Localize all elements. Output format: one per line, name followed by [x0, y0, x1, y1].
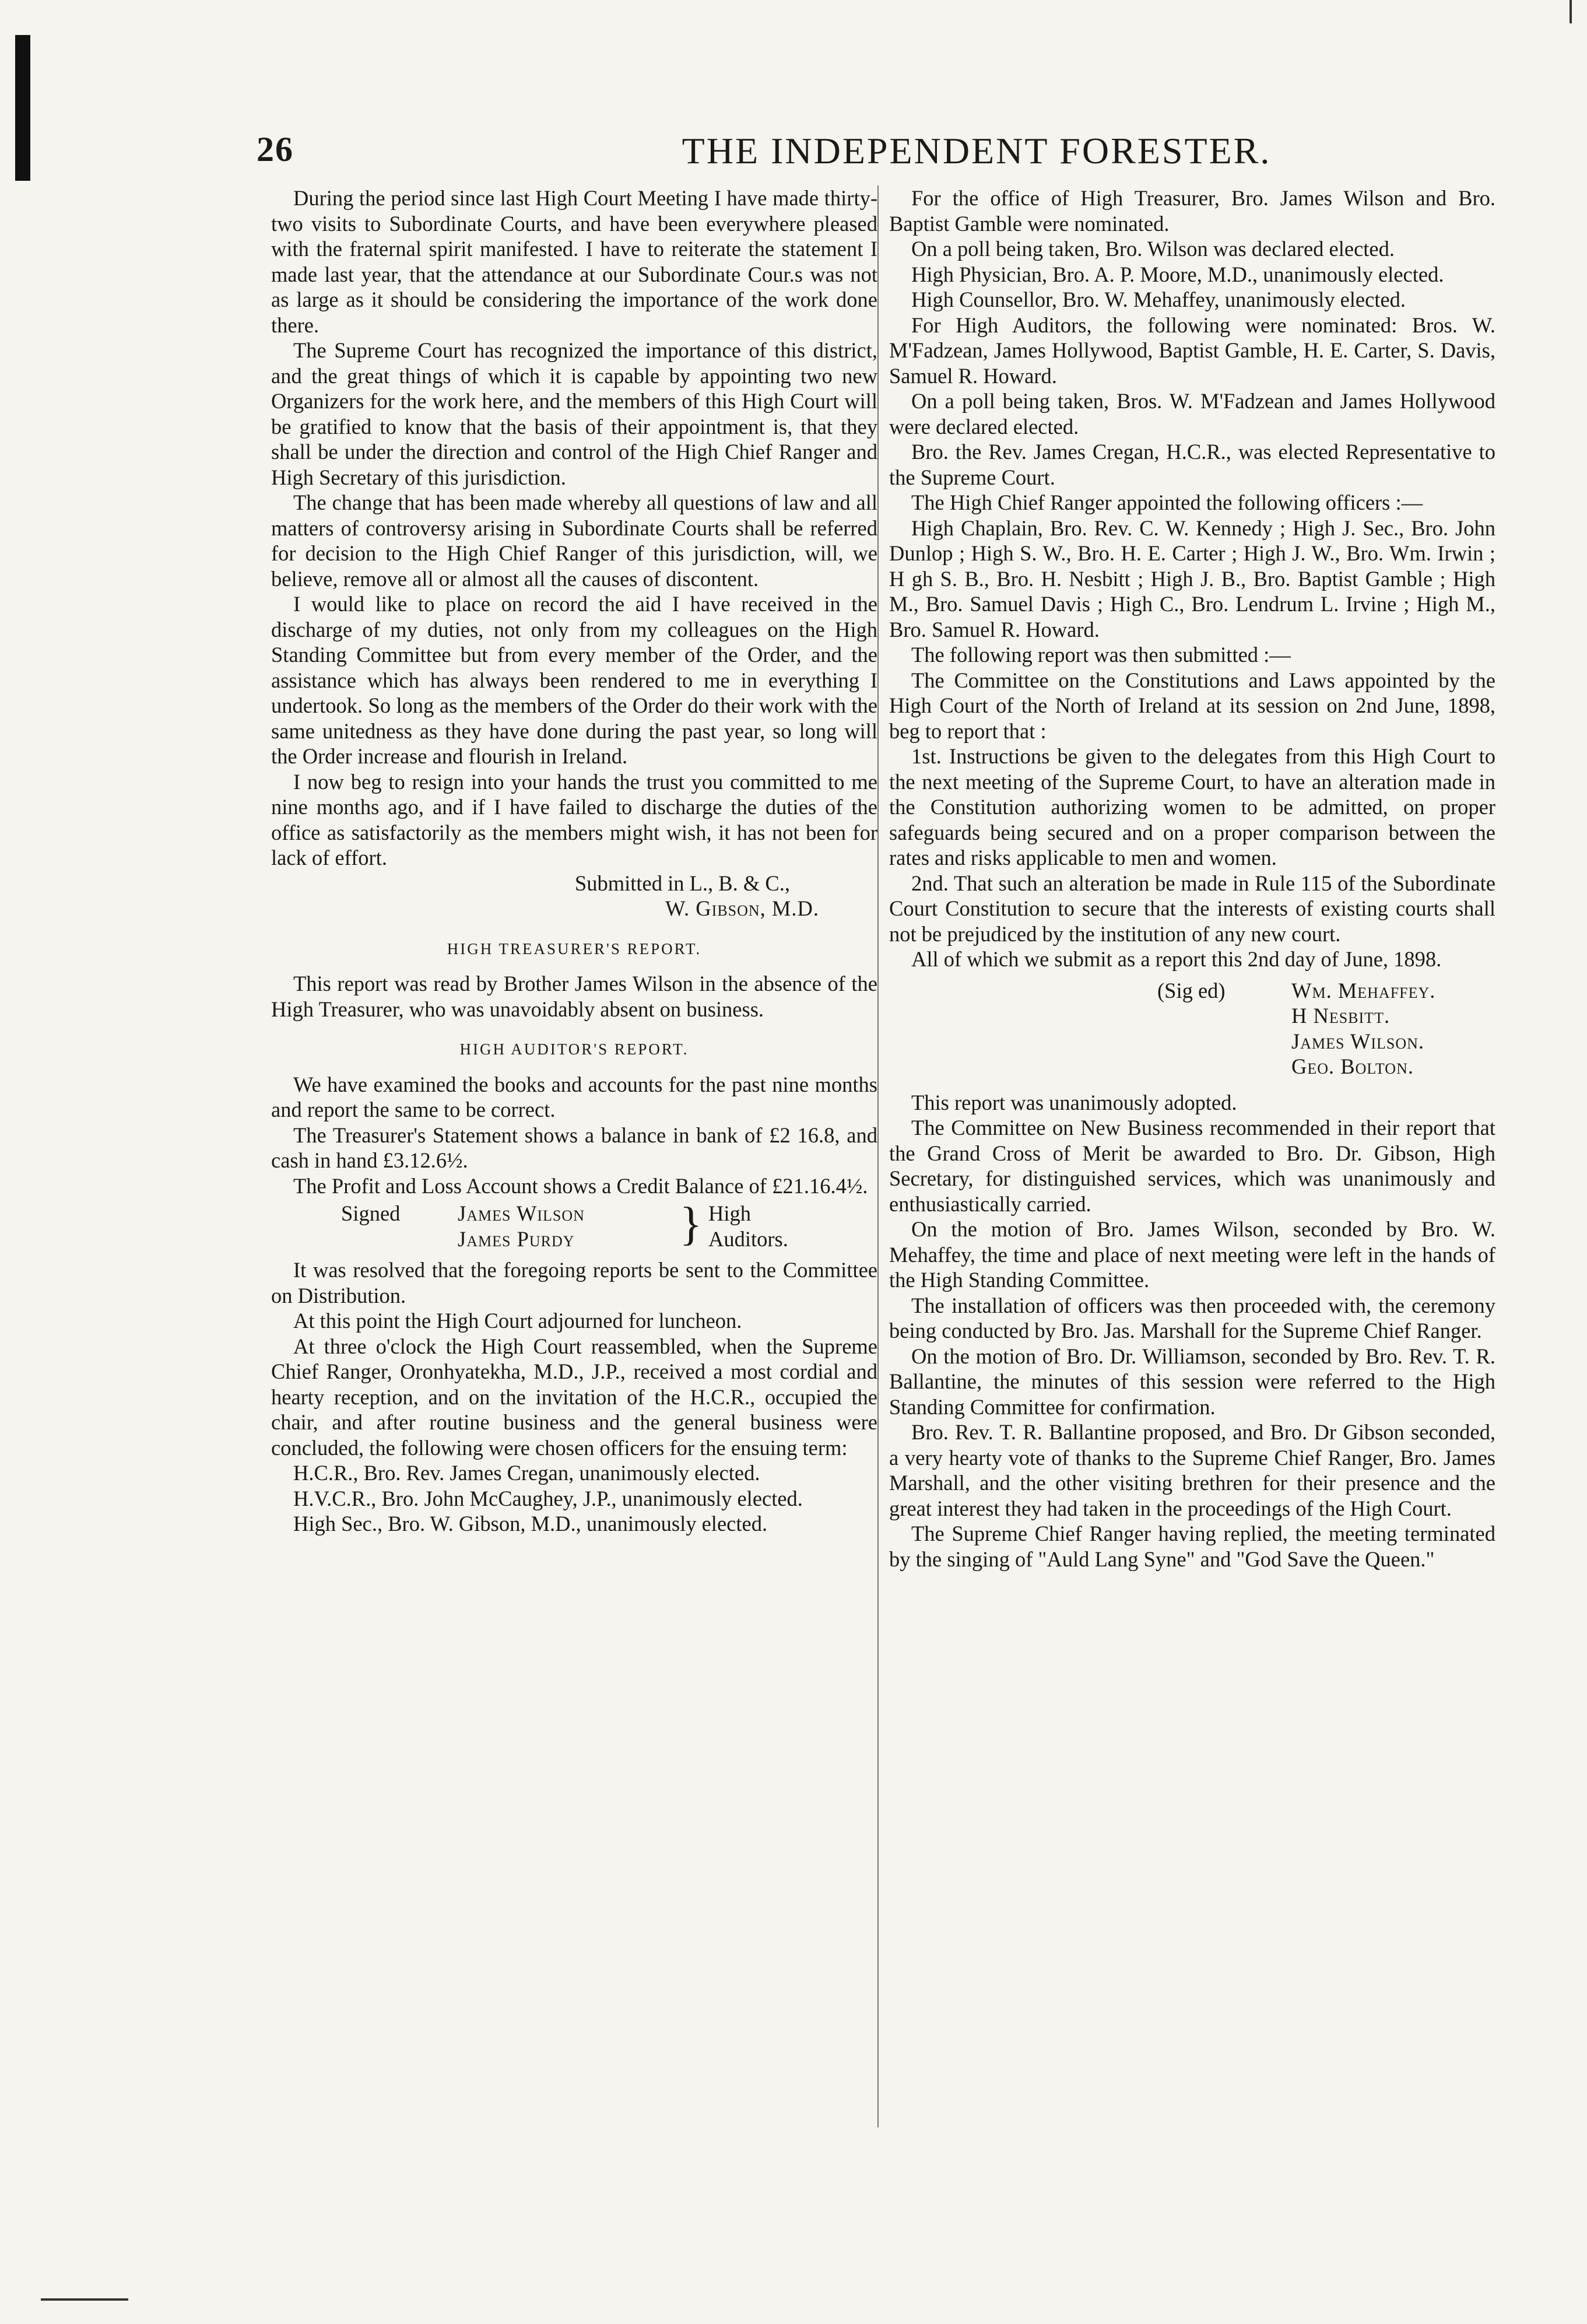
- paragraph: This report was unanimously adopted.: [911, 1090, 1237, 1114]
- paragraph: On the motion of Bro. James Wilson, seconded by Bro. W. Mehaffey, the time and place of next meeting were left in the hands of the High Standing Committee.: [889, 1217, 1495, 1292]
- committee-signature: Geo. Bolton.: [1291, 1054, 1414, 1078]
- paragraph: For High Auditors, the following were nominated: Bros. W. M'Fadzean, James Hollywood, Baptist Gamble, H. E. Carter, S. Davis, Samuel R. Howard.: [889, 313, 1495, 388]
- brace-glyph: }: [679, 1198, 703, 1250]
- paragraph: For the office of High Treasurer, Bro. James Wilson and Bro. Baptist Gamble were nominated.: [889, 186, 1495, 236]
- section-heading-treasurer: HIGH TREASURER'S REPORT.: [447, 940, 702, 958]
- section-heading-auditor: HIGH AUDITOR'S REPORT.: [459, 1040, 689, 1058]
- auditor-name: James Wilson: [458, 1201, 585, 1225]
- paragraph: At this point the High Court adjourned for luncheon.: [293, 1309, 742, 1333]
- paragraph: I would like to place on record the aid I have received in the discharge of my duties, not only from my colleagues on the High Standing Committee but from every member of the Order, and the assistance which has always been rendered to me in everything I undertook. So long as the members of the Order do their work with the same unitedness as they have done during the past year, so long will the Order increase and flourish in Ireland.: [271, 592, 877, 768]
- submitted-line: Submitted in L., B. & C.,: [574, 871, 790, 895]
- signature: W. Gibson, M.D.: [665, 896, 819, 920]
- paragraph: I now beg to resign into your hands the trust you committed to me nine months ago, and if I have failed to discharge the duties of the office as satisfactorily as the members might wish, it has not been for lack of effort.: [271, 769, 877, 870]
- paragraph: The Committee on New Business recommended in their report that the Grand Cross of Merit be awarded to Bro. Dr. Gibson, High Secretary, for distinguished services, which was unanimously and enthusiastically carried.: [889, 1116, 1495, 1216]
- signed-label: Signed: [341, 1201, 401, 1225]
- signed-label: (Sig ed): [1157, 978, 1226, 1002]
- page-number: 26: [257, 130, 294, 169]
- auditor-signatures: [341, 1198, 877, 1252]
- right-column: [889, 185, 1495, 1572]
- paragraph: The Supreme Chief Ranger having replied, the meeting terminated by the singing of "Auld Lang Syne" and "God Save the Queen.": [889, 1522, 1495, 1571]
- committee-signatures: [1157, 978, 1495, 1079]
- paragraph: The Profit and Loss Account shows a Credit Balance of £21.16.4½.: [293, 1173, 868, 1198]
- paragraph: High Chaplain, Bro. Rev. C. W. Kennedy ; High J. Sec., Bro. John Dunlop ; High S. W., Bro. H. E. Carter ; High J. W., Bro. Wm. Irwin ; H gh S. B., Bro. H. Nesbitt ; High J. B., Bro. Baptist Gamble ; High M., Bro. Samuel Davis ; High C., Bro. Lendrum L. Irvine ; High M., Bro. Samuel R. Howard.: [889, 516, 1495, 642]
- paragraph: The High Chief Ranger appointed the following officers :—: [911, 490, 1423, 514]
- paragraph: We have examined the books and accounts for the past nine months and report the same to be correct.: [271, 1072, 877, 1121]
- paragraph: The following report was then submitted :—: [911, 643, 1291, 667]
- auditor-name: James Purdy: [458, 1226, 575, 1251]
- paragraph: H.V.C.R., Bro. John McCaughey, J.P., unanimously elected.: [293, 1486, 803, 1510]
- paragraph: Bro. Rev. T. R. Ballantine proposed, and Bro. Dr Gibson seconded, a very hearty vote of thanks to the Supreme Chief Ranger, Bro. James Marshall, and the other visiting brethren for their presence and the great interest they had taken in the proceedings of the High Court.: [889, 1420, 1495, 1520]
- paragraph: Bro. the Rev. James Cregan, H.C.R., was elected Representative to the Supreme Court.: [889, 440, 1495, 489]
- page-header: [257, 129, 1563, 182]
- running-title: THE INDEPENDENT FORESTER.: [682, 130, 1272, 171]
- paragraph: On a poll being taken, Bros. W. M'Fadzean and James Hollywood were declared elected.: [889, 389, 1495, 439]
- paragraph: High Sec., Bro. W. Gibson, M.D., unanimously elected.: [293, 1512, 768, 1536]
- scan-edge-mark: [41, 2298, 128, 2301]
- paragraph: It was resolved that the foregoing reports be sent to the Committee on Distribution.: [271, 1258, 877, 1308]
- paragraph: The installation of officers was then proceeded with, the ceremony being conducted by Bro. Jas. Marshall for the Supreme Chief Ranger.: [889, 1293, 1495, 1342]
- paragraph: High Counsellor, Bro. W. Mehaffey, unanimously elected.: [911, 288, 1406, 311]
- paragraph: 1st. Instructions be given to the delegates from this High Court to the next meeting of the Supreme Court, to have an alteration made in the Constitution authorizing women to be admitted, on proper safeguards being secured and on a proper comparison between the rates and risks applicable to men and women.: [889, 744, 1495, 870]
- paragraph: On the motion of Bro. Dr. Williamson, seconded by Bro. Rev. T. R. Ballantine, the minutes of this session were referred to the High Standing Committee for confirmation.: [889, 1344, 1495, 1419]
- paragraph: At three o'clock the High Court reassembled, when the Supreme Chief Ranger, Oronhyatekha, M.D., J.P., received a most cordial and hearty reception, and on the invitation of the H.C.R., occupied the chair, and after routine business and the general business were concluded, the following were chosen officers for the ensuing term:: [271, 1334, 877, 1460]
- paragraph: On a poll being taken, Bro. Wilson was declared elected.: [911, 237, 1395, 261]
- scan-binding-shadow: [15, 35, 30, 181]
- paragraph: 2nd. That such an alteration be made in Rule 115 of the Subordinate Court Constitution to secure that the interests of existing courts shall not be prejudiced by the institution of any new court.: [889, 871, 1495, 946]
- auditor-title: High: [708, 1201, 751, 1225]
- committee-signature: Wm. Mehaffey.: [1291, 978, 1436, 1002]
- committee-signature: H Nesbitt.: [1291, 1004, 1391, 1028]
- paragraph: The change that has been made whereby all questions of law and all matters of controversy arising in Subordinate Courts shall be referred for decision to the High Chief Ranger of this jurisdiction, will, we believe, remove all or almost all the causes of discontent.: [271, 490, 877, 591]
- auditor-title: Auditors.: [708, 1226, 788, 1251]
- paragraph: All of which we submit as a report this 2nd day of June, 1898.: [911, 947, 1442, 971]
- paragraph: The Treasurer's Statement shows a balance in bank of £2 16.8, and cash in hand £3.12.6½.: [271, 1123, 877, 1172]
- committee-signature: James Wilson.: [1291, 1029, 1425, 1053]
- paragraph: The Committee on the Constitutions and Laws appointed by the High Court of the North of Ireland at its session on 2nd June, 1898, beg to report that :: [889, 668, 1495, 743]
- paragraph: During the period since last High Court Meeting I have made thirty-two visits to Subordinate Courts, and have been everywhere pleased with the fraternal spirit manifested. I have to reiterate the statement I made last year, that the attendance at our Subordinate Cour.s was not as large as it should be considering the importance of the work done there.: [271, 186, 877, 337]
- paragraph: The Supreme Court has recognized the importance of this district, and the great things of which it is capable by appointing two new Organizers for the work here, and the members of this High Court will be gratified to know that the basis of their appointment is, that they shall be under the direction and control of the High Chief Ranger and High Secretary of this jurisdiction.: [271, 338, 877, 489]
- left-column: [271, 185, 877, 1537]
- paragraph: This report was read by Brother James Wilson in the absence of the High Treasurer, who was unavoidably absent on business.: [271, 972, 877, 1021]
- scan-edge-mark: [1570, 0, 1572, 23]
- column-divider: [877, 185, 879, 2127]
- paragraph: High Physician, Bro. A. P. Moore, M.D., unanimously elected.: [911, 262, 1444, 286]
- paragraph: H.C.R., Bro. Rev. James Cregan, unanimously elected.: [293, 1461, 760, 1485]
